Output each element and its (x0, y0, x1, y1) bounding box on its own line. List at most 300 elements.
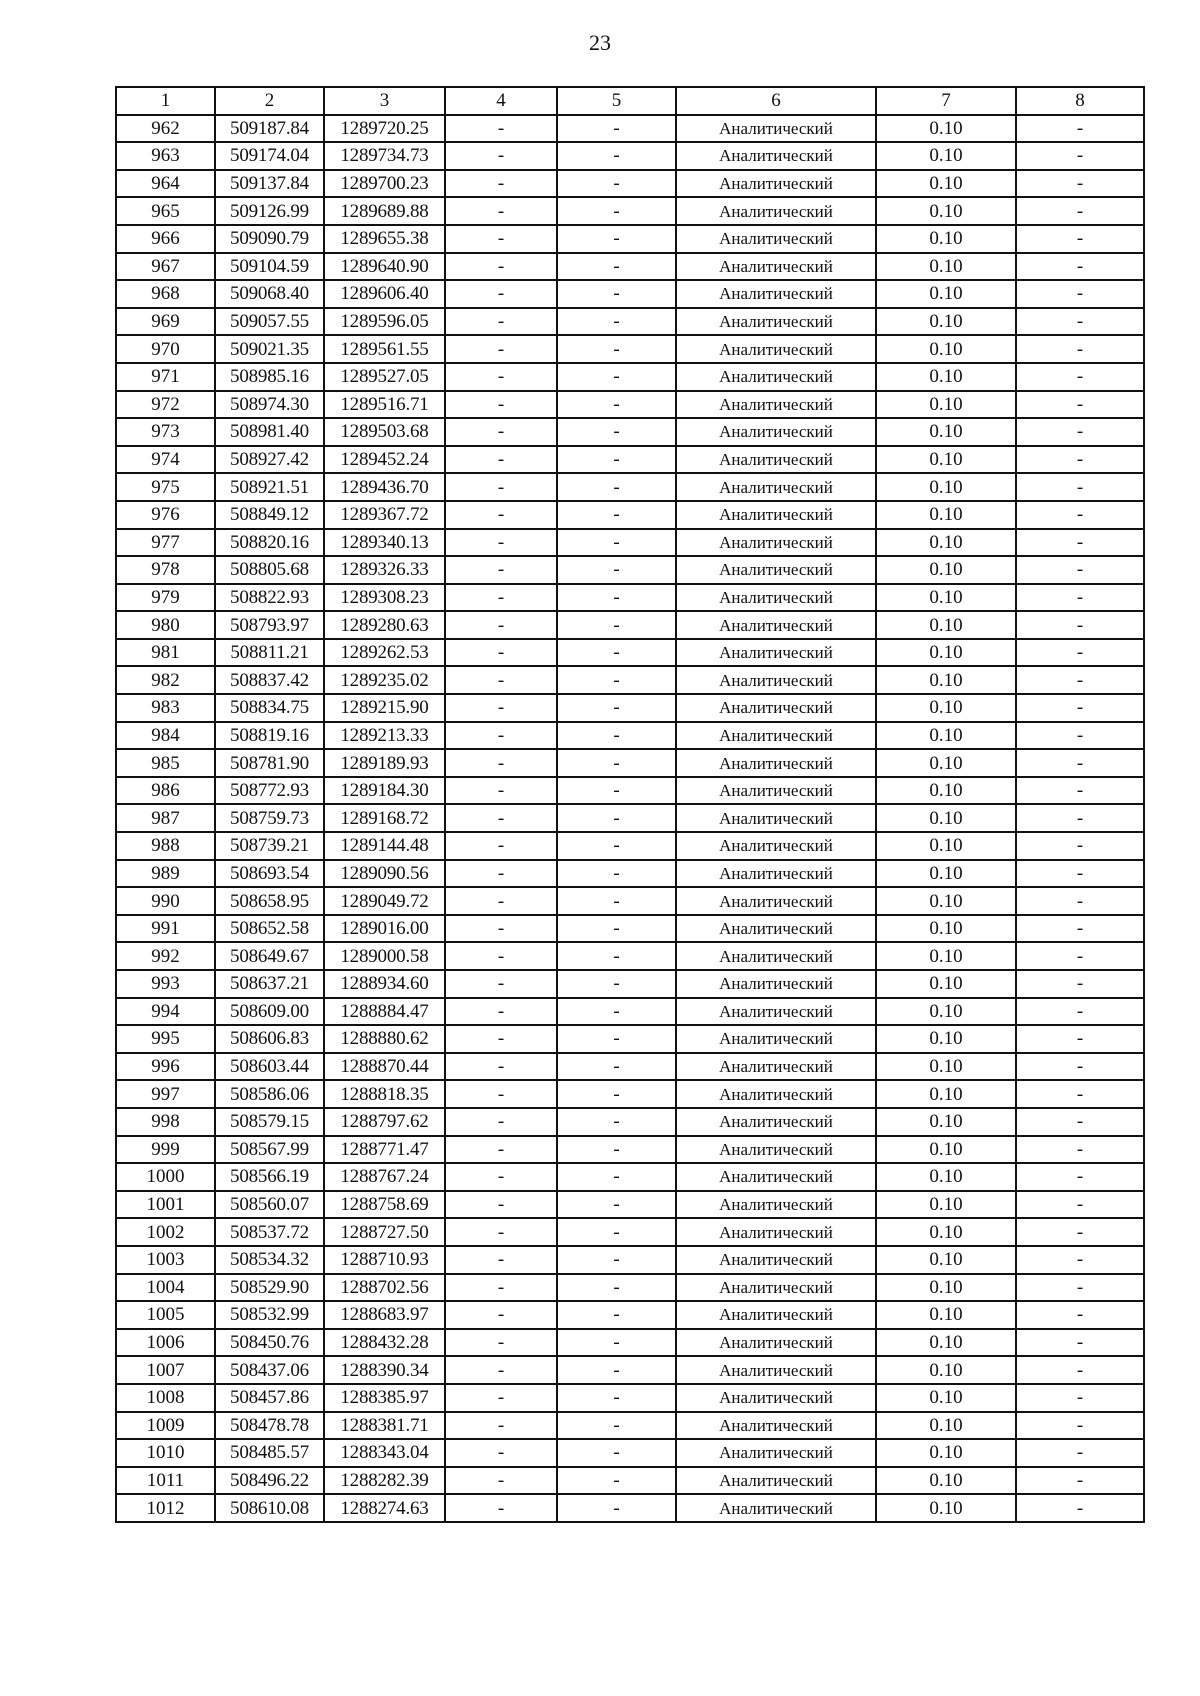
col4-cell: - (445, 1356, 557, 1384)
y-coordinate-cell: 1288767.24 (324, 1163, 445, 1191)
col4-cell: - (445, 170, 557, 198)
method-cell: Аналитический (676, 473, 876, 501)
col5-cell: - (557, 363, 676, 391)
method-cell: Аналитический (676, 501, 876, 529)
col8-cell: - (1016, 556, 1144, 584)
point-number-cell: 983 (116, 694, 215, 722)
table-row (116, 308, 1144, 336)
col8-cell: - (1016, 1494, 1144, 1522)
method-cell: Аналитический (676, 1467, 876, 1495)
col5-cell: - (557, 115, 676, 143)
col4-cell: - (445, 1191, 557, 1219)
col5-cell: - (557, 225, 676, 253)
point-number-cell: 993 (116, 970, 215, 998)
col8-cell: - (1016, 335, 1144, 363)
y-coordinate-cell: 1289049.72 (324, 887, 445, 915)
table-row (116, 804, 1144, 832)
y-coordinate-cell: 1288432.28 (324, 1329, 445, 1357)
method-cell: Аналитический (676, 1163, 876, 1191)
method-cell: Аналитический (676, 749, 876, 777)
point-number-cell: 1011 (116, 1467, 215, 1495)
y-coordinate-cell: 1288381.71 (324, 1412, 445, 1440)
point-number-cell: 1012 (116, 1494, 215, 1522)
method-cell: Аналитический (676, 446, 876, 474)
col5-cell: - (557, 1467, 676, 1495)
col8-cell: - (1016, 832, 1144, 860)
point-number-cell: 998 (116, 1108, 215, 1136)
x-coordinate-cell: 508457.86 (215, 1384, 324, 1412)
col5-cell: - (557, 860, 676, 888)
y-coordinate-cell: 1288818.35 (324, 1080, 445, 1108)
col4-cell: - (445, 915, 557, 943)
col8-cell: - (1016, 1467, 1144, 1495)
col5-cell: - (557, 197, 676, 225)
col8-cell: - (1016, 391, 1144, 419)
method-cell: Аналитический (676, 722, 876, 750)
col8-cell: - (1016, 225, 1144, 253)
x-coordinate-cell: 508537.72 (215, 1218, 324, 1246)
col8-cell: - (1016, 1329, 1144, 1357)
point-number-cell: 976 (116, 501, 215, 529)
y-coordinate-cell: 1289720.25 (324, 115, 445, 143)
point-number-cell: 962 (116, 115, 215, 143)
method-cell: Аналитический (676, 1218, 876, 1246)
x-coordinate-cell: 508921.51 (215, 473, 324, 501)
x-coordinate-cell: 508606.83 (215, 1025, 324, 1053)
y-coordinate-cell: 1289606.40 (324, 280, 445, 308)
column-header-8: 8 (1016, 87, 1144, 115)
x-coordinate-cell: 509090.79 (215, 225, 324, 253)
table-row (116, 335, 1144, 363)
y-coordinate-cell: 1288385.97 (324, 1384, 445, 1412)
col8-cell: - (1016, 142, 1144, 170)
y-coordinate-cell: 1289213.33 (324, 722, 445, 750)
method-cell: Аналитический (676, 1356, 876, 1384)
x-coordinate-cell: 508658.95 (215, 887, 324, 915)
point-number-cell: 1002 (116, 1218, 215, 1246)
x-coordinate-cell: 509104.59 (215, 253, 324, 281)
col5-cell: - (557, 1246, 676, 1274)
point-number-cell: 1000 (116, 1163, 215, 1191)
y-coordinate-cell: 1288771.47 (324, 1136, 445, 1164)
col8-cell: - (1016, 666, 1144, 694)
point-number-cell: 972 (116, 391, 215, 419)
col8-cell: - (1016, 1356, 1144, 1384)
accuracy-cell: 0.10 (876, 777, 1016, 805)
y-coordinate-cell: 1289016.00 (324, 915, 445, 943)
point-number-cell: 997 (116, 1080, 215, 1108)
method-cell: Аналитический (676, 804, 876, 832)
col8-cell: - (1016, 253, 1144, 281)
point-number-cell: 1009 (116, 1412, 215, 1440)
method-cell: Аналитический (676, 115, 876, 143)
col8-cell: - (1016, 473, 1144, 501)
col4-cell: - (445, 1218, 557, 1246)
method-cell: Аналитический (676, 970, 876, 998)
accuracy-cell: 0.10 (876, 170, 1016, 198)
col5-cell: - (557, 749, 676, 777)
col5-cell: - (557, 418, 676, 446)
accuracy-cell: 0.10 (876, 1246, 1016, 1274)
accuracy-cell: 0.10 (876, 1274, 1016, 1302)
point-number-cell: 964 (116, 170, 215, 198)
y-coordinate-cell: 1288710.93 (324, 1246, 445, 1274)
col5-cell: - (557, 501, 676, 529)
column-header-7: 7 (876, 87, 1016, 115)
col4-cell: - (445, 473, 557, 501)
col5-cell: - (557, 611, 676, 639)
col4-cell: - (445, 253, 557, 281)
x-coordinate-cell: 508450.76 (215, 1329, 324, 1357)
point-number-cell: 963 (116, 142, 215, 170)
col4-cell: - (445, 335, 557, 363)
col5-cell: - (557, 1218, 676, 1246)
method-cell: Аналитический (676, 1439, 876, 1467)
point-number-cell: 982 (116, 666, 215, 694)
table-row (116, 529, 1144, 557)
point-number-cell: 974 (116, 446, 215, 474)
table-row (116, 860, 1144, 888)
y-coordinate-cell: 1289168.72 (324, 804, 445, 832)
accuracy-cell: 0.10 (876, 197, 1016, 225)
point-number-cell: 977 (116, 529, 215, 557)
method-cell: Аналитический (676, 777, 876, 805)
x-coordinate-cell: 508496.22 (215, 1467, 324, 1495)
point-number-cell: 1005 (116, 1301, 215, 1329)
method-cell: Аналитический (676, 915, 876, 943)
accuracy-cell: 0.10 (876, 556, 1016, 584)
x-coordinate-cell: 508534.32 (215, 1246, 324, 1274)
col4-cell: - (445, 1053, 557, 1081)
accuracy-cell: 0.10 (876, 942, 1016, 970)
col4-cell: - (445, 722, 557, 750)
y-coordinate-cell: 1289000.58 (324, 942, 445, 970)
method-cell: Аналитический (676, 1274, 876, 1302)
x-coordinate-cell: 508529.90 (215, 1274, 324, 1302)
y-coordinate-cell: 1289640.90 (324, 253, 445, 281)
col8-cell: - (1016, 1301, 1144, 1329)
x-coordinate-cell: 508781.90 (215, 749, 324, 777)
col4-cell: - (445, 666, 557, 694)
col5-cell: - (557, 556, 676, 584)
table-row (116, 584, 1144, 612)
table-row (116, 225, 1144, 253)
col4-cell: - (445, 1329, 557, 1357)
table-row (116, 253, 1144, 281)
y-coordinate-cell: 1288390.34 (324, 1356, 445, 1384)
x-coordinate-cell: 508981.40 (215, 418, 324, 446)
table-row (116, 115, 1144, 143)
col8-cell: - (1016, 1246, 1144, 1274)
col4-cell: - (445, 1301, 557, 1329)
method-cell: Аналитический (676, 1246, 876, 1274)
y-coordinate-cell: 1289516.71 (324, 391, 445, 419)
table-row (116, 556, 1144, 584)
method-cell: Аналитический (676, 529, 876, 557)
col5-cell: - (557, 1274, 676, 1302)
y-coordinate-cell: 1289215.90 (324, 694, 445, 722)
x-coordinate-cell: 508478.78 (215, 1412, 324, 1440)
col4-cell: - (445, 804, 557, 832)
y-coordinate-cell: 1289689.88 (324, 197, 445, 225)
accuracy-cell: 0.10 (876, 998, 1016, 1026)
col5-cell: - (557, 308, 676, 336)
col4-cell: - (445, 1467, 557, 1495)
table-row (116, 473, 1144, 501)
col8-cell: - (1016, 115, 1144, 143)
col4-cell: - (445, 1163, 557, 1191)
y-coordinate-cell: 1289262.53 (324, 639, 445, 667)
x-coordinate-cell: 508652.58 (215, 915, 324, 943)
y-coordinate-cell: 1288274.63 (324, 1494, 445, 1522)
accuracy-cell: 0.10 (876, 915, 1016, 943)
accuracy-cell: 0.10 (876, 1053, 1016, 1081)
col5-cell: - (557, 804, 676, 832)
col8-cell: - (1016, 280, 1144, 308)
col5-cell: - (557, 1329, 676, 1357)
table-header-row (116, 87, 1144, 115)
x-coordinate-cell: 508649.67 (215, 942, 324, 970)
method-cell: Аналитический (676, 639, 876, 667)
point-number-cell: 970 (116, 335, 215, 363)
x-coordinate-cell: 508822.93 (215, 584, 324, 612)
x-coordinate-cell: 509057.55 (215, 308, 324, 336)
col5-cell: - (557, 529, 676, 557)
col8-cell: - (1016, 363, 1144, 391)
table-row (116, 1494, 1144, 1522)
method-cell: Аналитический (676, 860, 876, 888)
y-coordinate-cell: 1289561.55 (324, 335, 445, 363)
table-row (116, 1246, 1144, 1274)
y-coordinate-cell: 1289235.02 (324, 666, 445, 694)
col8-cell: - (1016, 170, 1144, 198)
table-row (116, 1053, 1144, 1081)
table-row (116, 1301, 1144, 1329)
col5-cell: - (557, 584, 676, 612)
table-row (116, 915, 1144, 943)
col4-cell: - (445, 225, 557, 253)
x-coordinate-cell: 508603.44 (215, 1053, 324, 1081)
accuracy-cell: 0.10 (876, 308, 1016, 336)
point-number-cell: 994 (116, 998, 215, 1026)
point-number-cell: 988 (116, 832, 215, 860)
method-cell: Аналитический (676, 832, 876, 860)
col5-cell: - (557, 832, 676, 860)
x-coordinate-cell: 508560.07 (215, 1191, 324, 1219)
table-row (116, 1191, 1144, 1219)
x-coordinate-cell: 508485.57 (215, 1439, 324, 1467)
y-coordinate-cell: 1289503.68 (324, 418, 445, 446)
col8-cell: - (1016, 1053, 1144, 1081)
accuracy-cell: 0.10 (876, 584, 1016, 612)
table-row (116, 1356, 1144, 1384)
col5-cell: - (557, 446, 676, 474)
point-number-cell: 992 (116, 942, 215, 970)
accuracy-cell: 0.10 (876, 722, 1016, 750)
y-coordinate-cell: 1288683.97 (324, 1301, 445, 1329)
table-row (116, 887, 1144, 915)
table-row (116, 446, 1144, 474)
accuracy-cell: 0.10 (876, 363, 1016, 391)
point-number-cell: 989 (116, 860, 215, 888)
method-cell: Аналитический (676, 1191, 876, 1219)
method-cell: Аналитический (676, 887, 876, 915)
col8-cell: - (1016, 860, 1144, 888)
col8-cell: - (1016, 1080, 1144, 1108)
col8-cell: - (1016, 611, 1144, 639)
x-coordinate-cell: 508811.21 (215, 639, 324, 667)
col4-cell: - (445, 1025, 557, 1053)
col8-cell: - (1016, 722, 1144, 750)
point-number-cell: 981 (116, 639, 215, 667)
method-cell: Аналитический (676, 611, 876, 639)
method-cell: Аналитический (676, 418, 876, 446)
column-header-5: 5 (557, 87, 676, 115)
method-cell: Аналитический (676, 998, 876, 1026)
method-cell: Аналитический (676, 391, 876, 419)
accuracy-cell: 0.10 (876, 1080, 1016, 1108)
table-row (116, 418, 1144, 446)
x-coordinate-cell: 508819.16 (215, 722, 324, 750)
table-row (116, 1025, 1144, 1053)
y-coordinate-cell: 1288870.44 (324, 1053, 445, 1081)
col8-cell: - (1016, 1163, 1144, 1191)
col8-cell: - (1016, 1384, 1144, 1412)
col5-cell: - (557, 391, 676, 419)
y-coordinate-cell: 1288758.69 (324, 1191, 445, 1219)
point-number-cell: 1008 (116, 1384, 215, 1412)
y-coordinate-cell: 1289527.05 (324, 363, 445, 391)
table-row (116, 970, 1144, 998)
point-number-cell: 968 (116, 280, 215, 308)
col4-cell: - (445, 1494, 557, 1522)
method-cell: Аналитический (676, 170, 876, 198)
accuracy-cell: 0.10 (876, 142, 1016, 170)
x-coordinate-cell: 508532.99 (215, 1301, 324, 1329)
x-coordinate-cell: 508927.42 (215, 446, 324, 474)
col5-cell: - (557, 942, 676, 970)
accuracy-cell: 0.10 (876, 1025, 1016, 1053)
col8-cell: - (1016, 446, 1144, 474)
method-cell: Аналитический (676, 225, 876, 253)
table-row (116, 722, 1144, 750)
col4-cell: - (445, 529, 557, 557)
col4-cell: - (445, 418, 557, 446)
table-row (116, 749, 1144, 777)
col4-cell: - (445, 832, 557, 860)
table-row (116, 1329, 1144, 1357)
y-coordinate-cell: 1289700.23 (324, 170, 445, 198)
col5-cell: - (557, 998, 676, 1026)
accuracy-cell: 0.10 (876, 446, 1016, 474)
accuracy-cell: 0.10 (876, 225, 1016, 253)
x-coordinate-cell: 509068.40 (215, 280, 324, 308)
accuracy-cell: 0.10 (876, 639, 1016, 667)
col8-cell: - (1016, 197, 1144, 225)
accuracy-cell: 0.10 (876, 473, 1016, 501)
col8-cell: - (1016, 501, 1144, 529)
table-row (116, 197, 1144, 225)
accuracy-cell: 0.10 (876, 749, 1016, 777)
table-row (116, 777, 1144, 805)
col8-cell: - (1016, 1136, 1144, 1164)
x-coordinate-cell: 508567.99 (215, 1136, 324, 1164)
x-coordinate-cell: 508437.06 (215, 1356, 324, 1384)
accuracy-cell: 0.10 (876, 611, 1016, 639)
coordinates-table (115, 86, 1145, 1523)
accuracy-cell: 0.10 (876, 280, 1016, 308)
accuracy-cell: 0.10 (876, 860, 1016, 888)
x-coordinate-cell: 509126.99 (215, 197, 324, 225)
table-row (116, 998, 1144, 1026)
accuracy-cell: 0.10 (876, 1494, 1016, 1522)
accuracy-cell: 0.10 (876, 115, 1016, 143)
col4-cell: - (445, 308, 557, 336)
column-header-6: 6 (676, 87, 876, 115)
col5-cell: - (557, 142, 676, 170)
x-coordinate-cell: 508837.42 (215, 666, 324, 694)
col8-cell: - (1016, 418, 1144, 446)
point-number-cell: 978 (116, 556, 215, 584)
method-cell: Аналитический (676, 942, 876, 970)
col5-cell: - (557, 1025, 676, 1053)
x-coordinate-cell: 508772.93 (215, 777, 324, 805)
table-row (116, 1384, 1144, 1412)
col4-cell: - (445, 280, 557, 308)
method-cell: Аналитический (676, 1412, 876, 1440)
col5-cell: - (557, 970, 676, 998)
col8-cell: - (1016, 1439, 1144, 1467)
x-coordinate-cell: 508974.30 (215, 391, 324, 419)
point-number-cell: 980 (116, 611, 215, 639)
y-coordinate-cell: 1288702.56 (324, 1274, 445, 1302)
col8-cell: - (1016, 915, 1144, 943)
y-coordinate-cell: 1288934.60 (324, 970, 445, 998)
x-coordinate-cell: 508805.68 (215, 556, 324, 584)
col5-cell: - (557, 915, 676, 943)
x-coordinate-cell: 508566.19 (215, 1163, 324, 1191)
accuracy-cell: 0.10 (876, 804, 1016, 832)
method-cell: Аналитический (676, 335, 876, 363)
table-row (116, 170, 1144, 198)
col4-cell: - (445, 998, 557, 1026)
table-row (116, 611, 1144, 639)
method-cell: Аналитический (676, 142, 876, 170)
table-body (116, 115, 1144, 1522)
point-number-cell: 969 (116, 308, 215, 336)
point-number-cell: 965 (116, 197, 215, 225)
col4-cell: - (445, 942, 557, 970)
y-coordinate-cell: 1289280.63 (324, 611, 445, 639)
point-number-cell: 1001 (116, 1191, 215, 1219)
col8-cell: - (1016, 970, 1144, 998)
accuracy-cell: 0.10 (876, 391, 1016, 419)
accuracy-cell: 0.10 (876, 832, 1016, 860)
accuracy-cell: 0.10 (876, 887, 1016, 915)
point-number-cell: 979 (116, 584, 215, 612)
y-coordinate-cell: 1289452.24 (324, 446, 445, 474)
point-number-cell: 990 (116, 887, 215, 915)
y-coordinate-cell: 1289596.05 (324, 308, 445, 336)
accuracy-cell: 0.10 (876, 1163, 1016, 1191)
col8-cell: - (1016, 749, 1144, 777)
col4-cell: - (445, 1439, 557, 1467)
accuracy-cell: 0.10 (876, 1329, 1016, 1357)
method-cell: Аналитический (676, 1384, 876, 1412)
table-row (116, 1412, 1144, 1440)
method-cell: Аналитический (676, 1080, 876, 1108)
table-row (116, 1439, 1144, 1467)
